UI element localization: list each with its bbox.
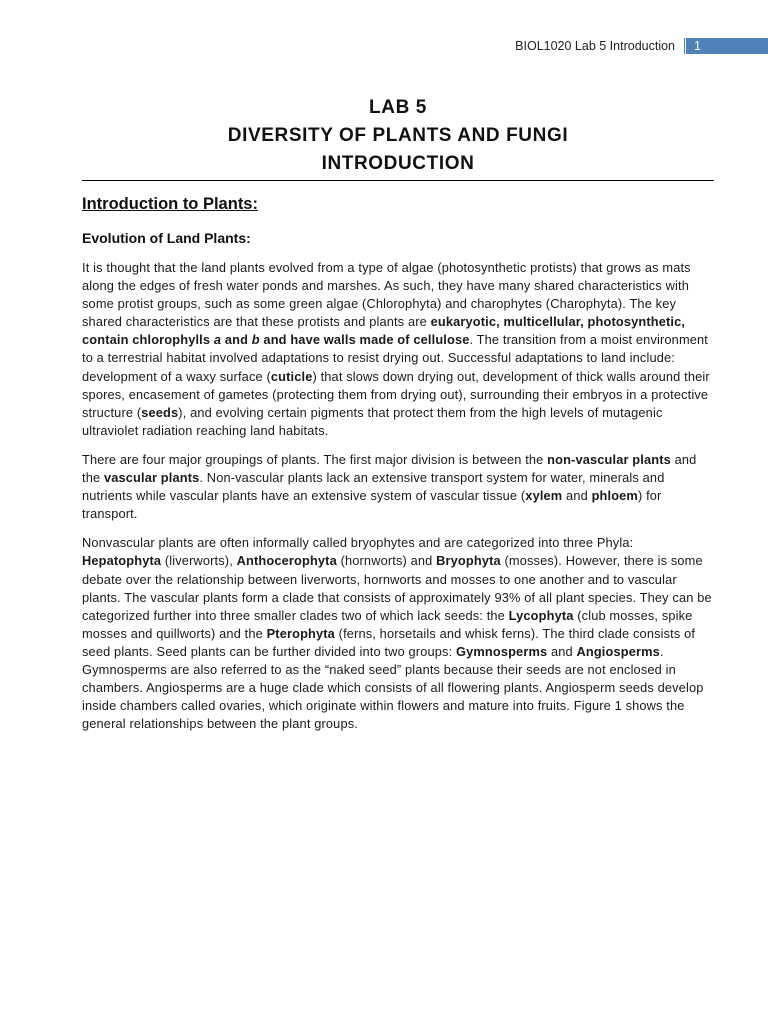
lab-topic-title: DIVERSITY OF PLANTS AND FUNGI	[227, 125, 569, 146]
text-run: There are four major groupings of plants. The first major division is between the	[82, 451, 548, 467]
text-run: ) that slows down drying out, development of thick walls around their spores, encasement of gametes (protecting them from drying out), surrounding their embryos in a protective structure (	[82, 368, 710, 420]
bold-term: phloem	[591, 488, 638, 504]
bold-term: Angiosperms	[576, 643, 660, 659]
paragraph-nonvascular	[82, 534, 714, 733]
main-content	[82, 195, 714, 744]
section-heading: Introduction to Plants:	[82, 195, 258, 213]
text-run: . Gymnosperms are also referred to as the “naked seed” plants because their seeds are not enclosed in chambers. Angiosperms are a huge clade which consists of all flowering plants. Angiosperm seeds develop inside chambers called ovaries, which originate within flowers and mature into fruits. Figure 1 shows the general relationships between the plant groups.	[82, 643, 704, 732]
bold-term: Anthocerophyta	[236, 553, 337, 569]
bold-term: non-vascular plants	[547, 451, 671, 467]
lab-subtitle: INTRODUCTION	[321, 153, 475, 174]
text-run: (club mosses, spike mosses and quillworts) and the	[82, 607, 693, 641]
bold-term	[252, 332, 260, 347]
bold-term: and have walls made of cellulose	[259, 332, 470, 348]
bold-term: Lycophyta	[508, 607, 574, 623]
text-run: It is thought that the land plants evolved from a type of algae (photosynthetic protists) that grows as mats along the edges of fresh water ponds and marshes. As such, they have many shared characteristics with some protist groups, such as some green algae (Chlorophyta) and charophytes (Charophyta). The key shared characteristics are that these protists and plants are	[82, 260, 691, 330]
italic-term: b	[251, 332, 260, 348]
header-divider	[684, 38, 685, 54]
bold-term: vascular plants	[103, 470, 200, 486]
text-run: (hornworts) and	[336, 553, 437, 569]
page-number: 1	[694, 39, 701, 53]
bold-term: Bryophyta	[436, 553, 501, 569]
text-run: ), and evolving certain pigments that protect them from the high levels of mutagenic ultraviolet radiation reaching land habitats.	[82, 404, 663, 438]
sub-heading: Evolution of Land Plants:	[82, 230, 251, 246]
title-divider	[82, 180, 714, 181]
bold-term: and	[221, 332, 252, 348]
text-run: and the	[82, 451, 697, 486]
paragraph-evolution	[82, 259, 714, 440]
text-run: . Non-vascular plants lack an extensive transport system for water, minerals and nutrients while vascular plants have an extensive system of vascular tissue (	[82, 470, 665, 504]
text-run: (mosses). However, there is some debate over the relationship between liverworts, hornworts and mosses to one another and to vascular plants. The vascular plants form a clade that consists of approximately 93% of all plant species. They can be categorized further into three smaller clades two of which lack seeds: the	[82, 553, 712, 623]
text-run: and	[562, 488, 592, 504]
page-number-box	[686, 38, 768, 54]
text-run: (liverworts),	[161, 553, 237, 569]
text-run: (ferns, horsetails and whisk ferns). The third clade consists of seed plants. Seed plants can be further divided into two groups:	[82, 625, 696, 659]
bold-term: Hepatophyta	[82, 553, 162, 569]
bold-term: eukaryotic, multicellular, photosynthetic, contain chlorophylls	[82, 314, 686, 348]
title-block	[82, 94, 714, 178]
text-run: ) for transport.	[82, 488, 662, 522]
running-title: BIOL1020 Lab 5 Introduction	[515, 39, 675, 53]
lab-number-title: LAB 5	[369, 97, 427, 118]
paragraph-groupings	[82, 451, 714, 523]
bold-term: seeds	[141, 404, 179, 420]
italic-term: a	[213, 332, 222, 348]
bold-term: Pterophyta	[266, 625, 335, 641]
bold-term: xylem	[525, 488, 563, 504]
text-run: Nonvascular plants are often informally called bryophytes and are categorized into three Phyla:	[82, 535, 634, 551]
running-header	[0, 36, 768, 56]
bold-term: cuticle	[270, 368, 313, 384]
text-run: . The transition from a moist environment to a terrestrial habitat involved adaptations to resist drying out. Successful adaptations to land include: development of a waxy surface (	[82, 332, 708, 384]
bold-term: Gymnosperms	[455, 643, 548, 659]
text-run: and	[547, 643, 577, 659]
